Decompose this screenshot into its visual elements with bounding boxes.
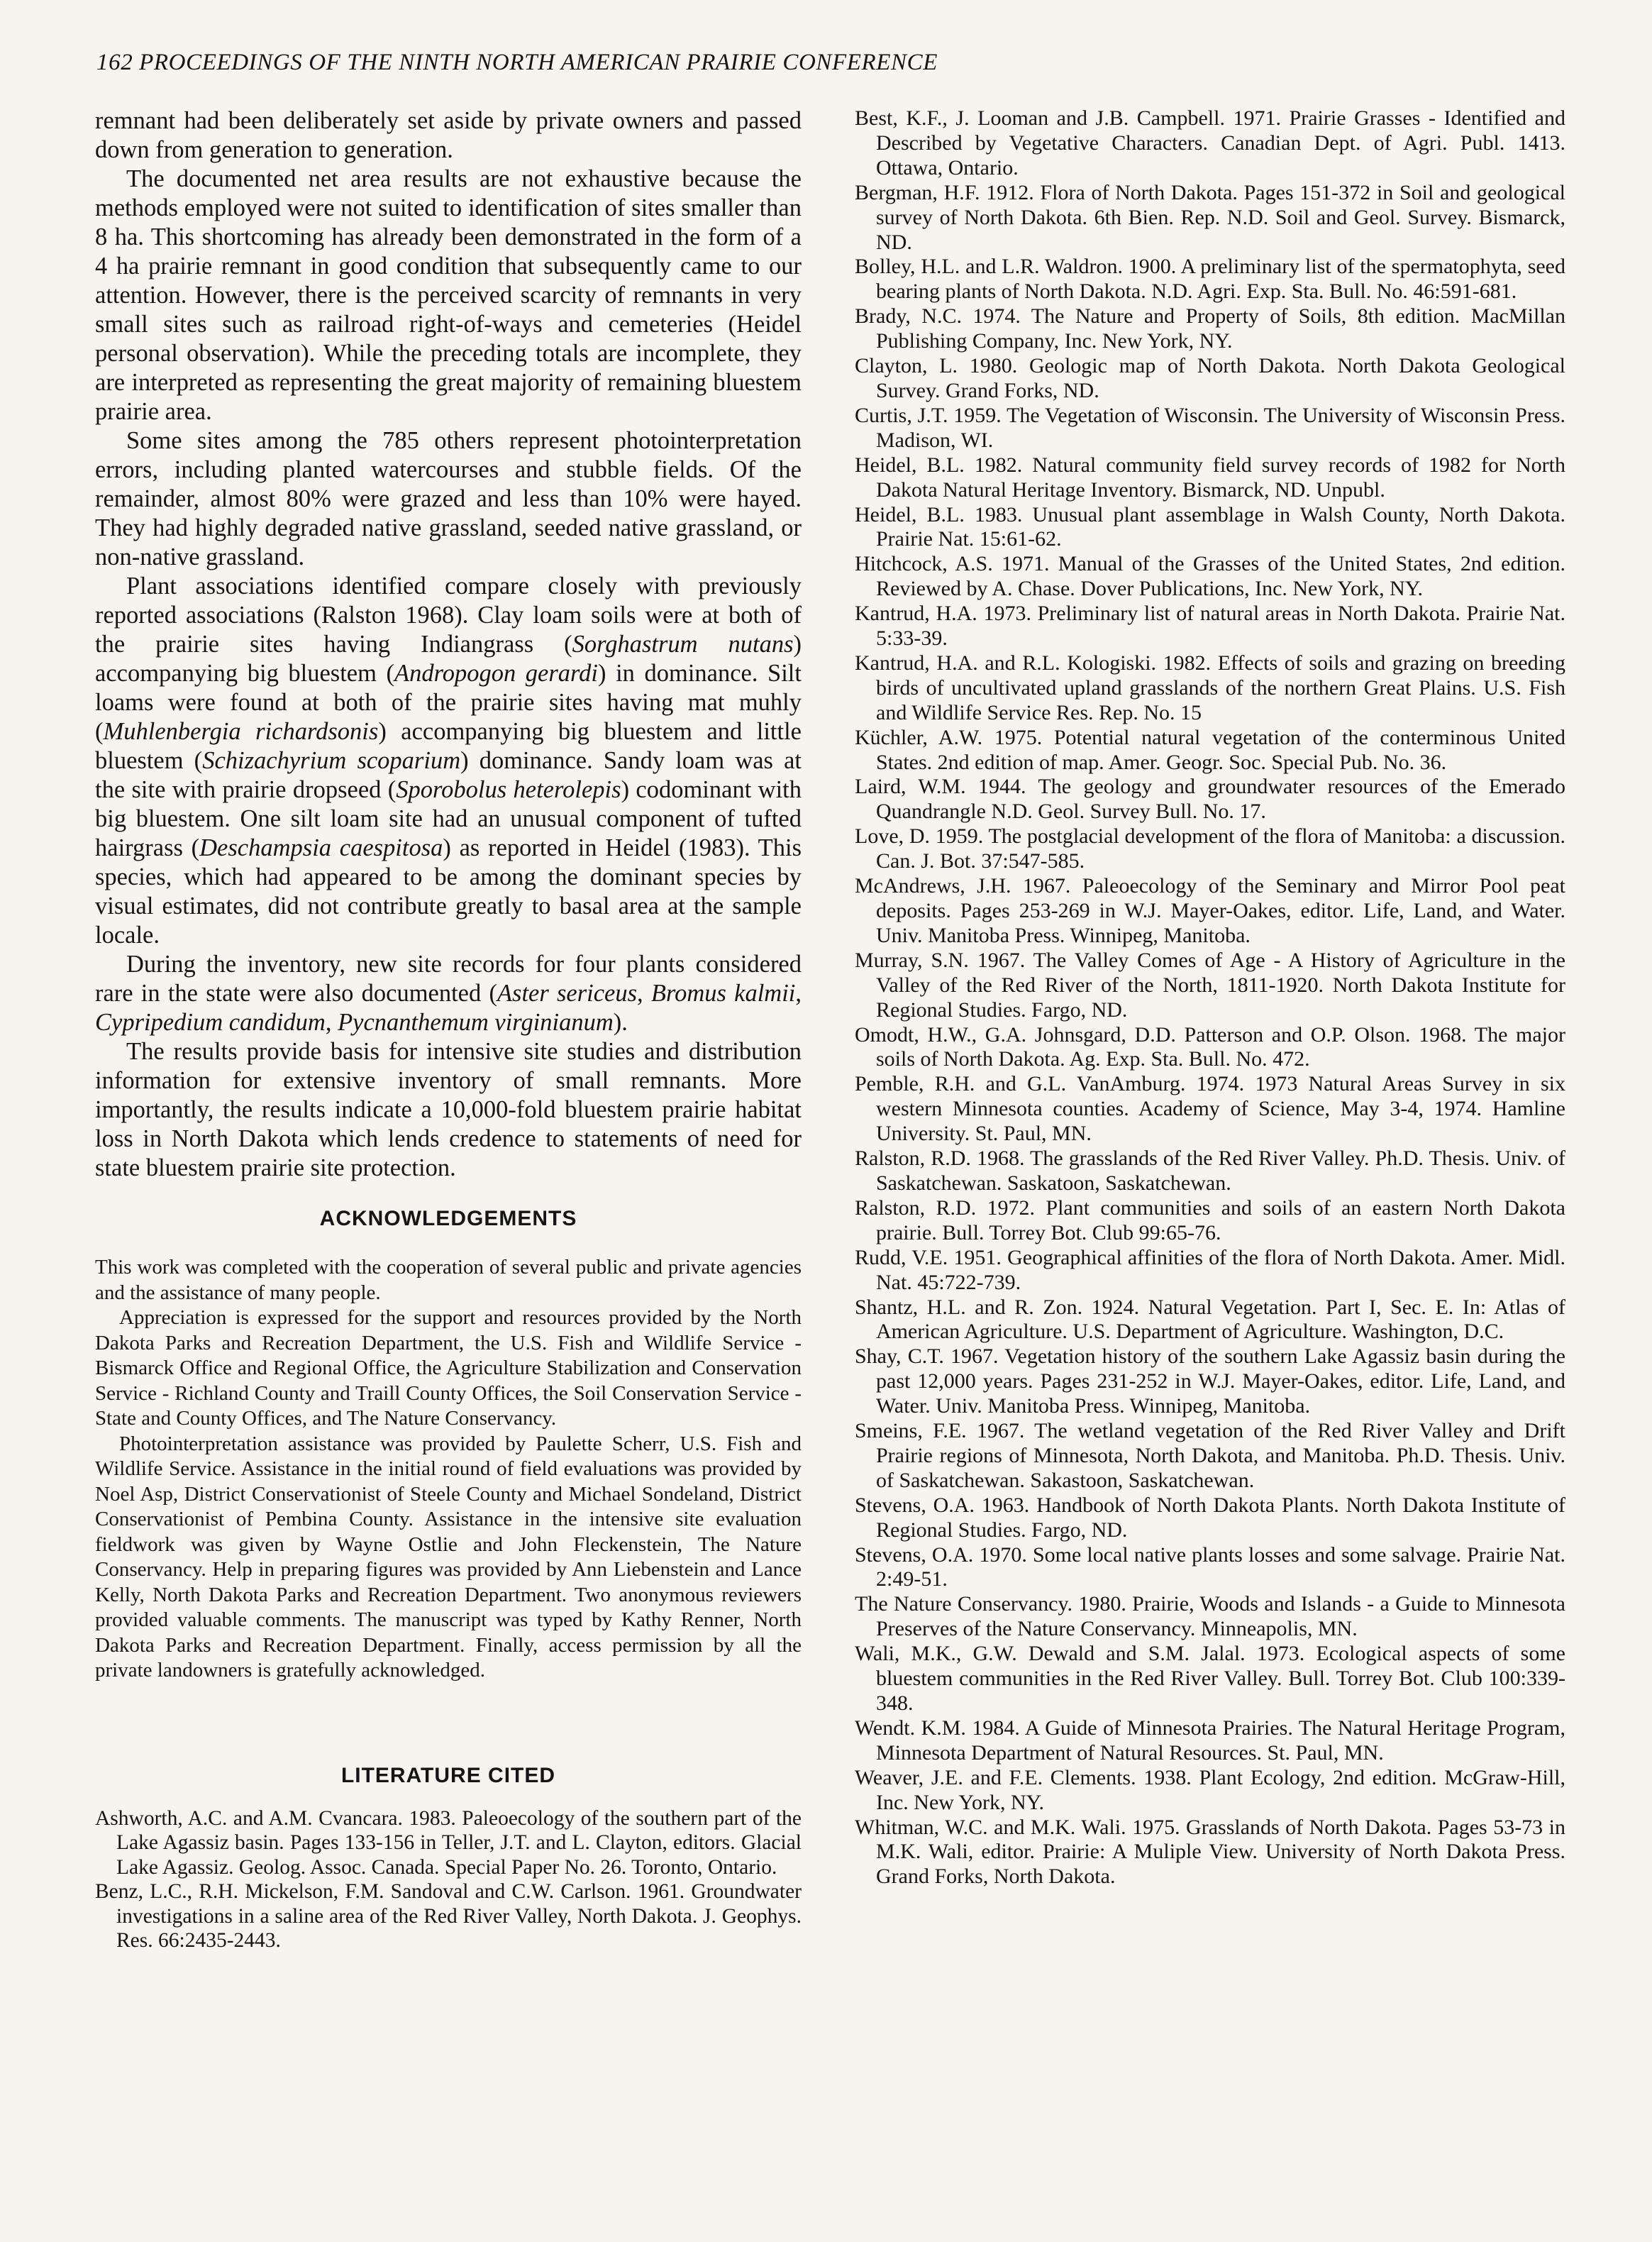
reference-entry: Rudd, V.E. 1951. Geographical affinities of the flora of North Dakota. Amer. Midl. Nat. 45:722-739. xyxy=(855,1245,1565,1294)
reference-entry: Stevens, O.A. 1963. Handbook of North Dakota Plants. North Dakota Institute of Regional Studies. Fargo, ND. xyxy=(855,1493,1565,1542)
reference-entry: Love, D. 1959. The postglacial development of the flora of Manitoba: a discussion. Can. J. Bot. 37:547-585. xyxy=(855,824,1565,873)
reference-entry: Heidel, B.L. 1983. Unusual plant assemblage in Walsh County, North Dakota. Prairie Nat. 15:61-62. xyxy=(855,502,1565,551)
acknowledgement-paragraph: Appreciation is expressed for the support and resources provided by the North Dakota Parks and Recreation Department, the U.S. Fish and Wildlife Service - Bismarck Office and Regional Office, the Agriculture Stabilization and Conservation Service - Richland County and Traill County Offices, the Soil Conservation Service - State and County Offices, and The Nature Conservancy. xyxy=(95,1306,802,1430)
acknowledgement-paragraph: This work was completed with the cooperation of several public and private agencies and the assistance of many people. xyxy=(95,1256,802,1304)
body-paragraph: remnant had been deliberately set aside by private owners and passed down from generation to generation. xyxy=(95,107,802,163)
reference-entry: Heidel, B.L. 1982. Natural community field survey records of 1982 for North Dakota Natural Heritage Inventory. Bismarck, ND. Unpubl. xyxy=(855,453,1565,502)
reference-entry: Benz, L.C., R.H. Mickelson, F.M. Sandoval and C.W. Carlson. 1961. Groundwater investigations in a saline area of the Red River Valley, North Dakota. J. Geophys. Res. 66:2435-2443. xyxy=(95,1880,802,1952)
reference-entry: Hitchcock, A.S. 1971. Manual of the Grasses of the United States, 2nd edition. Reviewed by A. Chase. Dover Publications, Inc. New York, NY. xyxy=(855,552,1565,601)
reference-entry: The Nature Conservancy. 1980. Prairie, Woods and Islands - a Guide to Minnesota Preserves of the Nature Conservancy. Minneapolis, MN. xyxy=(855,1592,1565,1641)
reference-entry: Omodt, H.W., G.A. Johnsgard, D.D. Patterson and O.P. Olson. 1968. The major soils of North Dakota. Ag. Exp. Sta. Bull. No. 472. xyxy=(855,1022,1565,1071)
reference-entry: Wali, M.K., G.W. Dewald and S.M. Jalal. 1973. Ecological aspects of some bluestem communities in the Red River Valley. Bull. Torrey Bot. Club 100:339-348. xyxy=(855,1642,1565,1715)
body-paragraph: Some sites among the 785 others represent photointerpretation errors, including planted watercourses and stubble fields. Of the remainder, almost 80% were grazed and less than 10% were hayed. They had highly degraded native grassland, seeded native grassland, or non-native grassland. xyxy=(95,427,802,570)
left-reference-list xyxy=(95,1806,802,1953)
reference-entry: Bolley, H.L. and L.R. Waldron. 1900. A preliminary list of the spermatophyta, seed bearing plants of North Dakota. N.D. Agri. Exp. Sta. Bull. No. 46:591-681. xyxy=(855,255,1565,304)
reference-entry: Murray, S.N. 1967. The Valley Comes of Age - A History of Agriculture in the Valley of the Red River of the North, 1811-1920. North Dakota Institute for Regional Studies. Fargo, ND. xyxy=(855,948,1565,1022)
reference-entry: McAndrews, J.H. 1967. Paleoecology of the Seminary and Mirror Pool peat deposits. Pages 253-269 in W.J. Mayer-Oakes, editor. Life, Land, and Water. Univ. Manitoba Press. Winnipeg, Manitoba. xyxy=(855,874,1565,947)
acknowledgement-paragraph: Photointerpretation assistance was provided by Paulette Scherr, U.S. Fish and Wildlife Service. Assistance in the initial round of field evaluations was provided by Noel Asp, District Conservationist of Steele County and Michael Sondeland, District Conservationist of Pembina County. Assistance in the intensive site evaluation fieldwork was given by Wayne Ostlie and John Fleckenstein, The Nature Conservancy. Help in preparing figures was provided by Ann Liebenstein and Lance Kelly, North Dakota Parks and Recreation Department. Two anonymous reviewers provided valuable comments. The manuscript was typed by Kathy Renner, North Dakota Parks and Recreation Department. Finally, access permission by all the private landowners is gratefully acknowledged. xyxy=(95,1432,802,1682)
left-column xyxy=(95,106,802,1953)
reference-entry: Weaver, J.E. and F.E. Clements. 1938. Plant Ecology, 2nd edition. McGraw-Hill, Inc. New York, NY. xyxy=(855,1765,1565,1814)
right-reference-list xyxy=(855,106,1565,1889)
literature-cited-heading: LITERATURE CITED xyxy=(340,1763,556,1787)
reference-entry: Brady, N.C. 1974. The Nature and Property of Soils, 8th edition. MacMillan Publishing Company, Inc. New York, NY. xyxy=(855,304,1565,353)
reference-entry: Whitman, W.C. and M.K. Wali. 1975. Grasslands of North Dakota. Pages 53-73 in M.K. Wali, editor. Prairie: A Muliple View. University of North Dakota Press. Grand Forks, North Dakota. xyxy=(855,1815,1565,1889)
reference-entry: Shay, C.T. 1967. Vegetation history of the southern Lake Agassiz basin during the past 12,000 years. Pages 231-252 in W.J. Mayer-Oakes, editor. Life, Land, and Water. Univ. Manitoba Press. Winnipeg, Manitoba. xyxy=(855,1344,1565,1418)
reference-entry: Ralston, R.D. 1968. The grasslands of the Red River Valley. Ph.D. Thesis. Univ. of Saskatchewan. Saskatoon, Saskatchewan. xyxy=(855,1147,1565,1195)
body-paragraph: The results provide basis for intensive site studies and distribution information for extensive inventory of small remnants. More importantly, the results indicate a 10,000-fold bluestem prairie habitat loss in North Dakota which lends credence to statements of need for state bluestem prairie site protection. xyxy=(95,1038,802,1181)
reference-entry: Clayton, L. 1980. Geologic map of North Dakota. North Dakota Geological Survey. Grand Forks, ND. xyxy=(855,354,1565,402)
reference-entry: Smeins, F.E. 1967. The wetland vegetation of the Red River Valley and Drift Prairie regions of Minnesota, North Dakota, and Manitoba. Ph.D. Thesis. Univ. of Saskatchewan. Sakastoon, Saskatchewan. xyxy=(855,1419,1565,1492)
reference-entry: Wendt. K.M. 1984. A Guide of Minnesota Prairies. The Natural Heritage Program, Minnesota Department of Natural Resources. St. Paul, MN. xyxy=(855,1716,1565,1765)
reference-entry: Stevens, O.A. 1970. Some local native plants losses and some salvage. Prairie Nat. 2:49-51. xyxy=(855,1542,1565,1591)
reference-entry: Shantz, H.L. and R. Zon. 1924. Natural Vegetation. Part I, Sec. E. In: Atlas of American Agriculture. U.S. Department of Agriculture. Washington, D.C. xyxy=(855,1295,1565,1344)
reference-entry: Kantrud, H.A. 1973. Preliminary list of natural areas in North Dakota. Prairie Nat. 5:33-39. xyxy=(855,602,1565,651)
body-paragraph: Plant associations identified compare closely with previously reported associations (Ralston 1968). Clay loam soils were at both of the prairie sites having Indiangrass (Sorghastrum nutans) accompanying big bluestem (Andropogon gerardi) in dominance. Silt loams were found at both of the prairie sites having mat muhly (Muhlenbergia richardsonis) accompanying big bluestem and little bluestem (Schizachyrium scoparium) dominance. Sandy loam was at the site with prairie dropseed (Sporobolus heterolepis) codominant with big bluestem. One silt loam site had an unusual component of tufted hairgrass (Deschampsia caespitosa) as reported in Heidel (1983). This species, which had appeared to be among the dominant species by visual estimates, did not contribute greatly to basal area at the sample locale. xyxy=(95,573,802,949)
running-header: 162 PROCEEDINGS OF THE NINTH NORTH AMERICAN PRAIRIE CONFERENCE xyxy=(96,50,938,75)
reference-entry: Bergman, H.F. 1912. Flora of North Dakota. Pages 151-372 in Soil and geological survey of North Dakota. 6th Bien. Rep. N.D. Soil and Geol. Survey. Bismarck, ND. xyxy=(855,180,1565,254)
reference-entry: Laird, W.M. 1944. The geology and groundwater resources of the Emerado Quandrangle N.D. Geol. Survey Bull. No. 17. xyxy=(855,775,1565,824)
reference-entry: Best, K.F., J. Looman and J.B. Campbell. 1971. Prairie Grasses - Identified and Described by Vegetative Characters. Canadian Dept. of Agri. Publ. 1413. Ottawa, Ontario. xyxy=(855,106,1565,180)
acknowledgements-heading: ACKNOWLEDGEMENTS xyxy=(319,1207,577,1230)
reference-entry: Kantrud, H.A. and R.L. Kologiski. 1982. Effects of soils and grazing on breeding birds of uncultivated upland grasslands of the northern Great Plains. U.S. Fish and Wildlife Service Res. Rep. No. 15 xyxy=(855,651,1565,724)
reference-entry: Curtis, J.T. 1959. The Vegetation of Wisconsin. The University of Wisconsin Press. Madison, WI. xyxy=(855,403,1565,452)
reference-entry: Ashworth, A.C. and A.M. Cvancara. 1983. Paleoecology of the southern part of the Lake Agassiz basin. Pages 133-156 in Teller, J.T. and L. Clayton, editors. Glacial Lake Agassiz. Geolog. Assoc. Canada. Special Paper No. 26. Toronto, Ontario. xyxy=(95,1806,802,1879)
reference-entry: Ralston, R.D. 1972. Plant communities and soils of an eastern North Dakota prairie. Bull. Torrey Bot. Club 99:65-76. xyxy=(855,1195,1565,1244)
body-paragraph: The documented net area results are not exhaustive because the methods employed were not suited to identification of sites smaller than 8 ha. This shortcoming has already been demonstrated in the form of a 4 ha prairie remnant in good condition that subsequently came to our attention. However, there is the perceived scarcity of remnants in very small sites such as railroad right-of-ways and cemeteries (Heidel personal observation). While the preceding totals are incomplete, they are interpreted as representing the great majority of remaining bluestem prairie area. xyxy=(95,165,802,425)
reference-entry: Pemble, R.H. and G.L. VanAmburg. 1974. 1973 Natural Areas Survey in six western Minnesota counties. Academy of Science, May 3-4, 1974. Hamline University. St. Paul, MN. xyxy=(855,1072,1565,1146)
body-paragraph: During the inventory, new site records for four plants considered rare in the state were also documented (Aster sericeus, Bromus kalmii, Cypripedium candidum, Pycnanthemum virginianum). xyxy=(95,951,802,1036)
reference-entry: Küchler, A.W. 1975. Potential natural vegetation of the conterminous United States. 2nd edition of map. Amer. Geogr. Soc. Special Pub. No. 36. xyxy=(855,725,1565,774)
